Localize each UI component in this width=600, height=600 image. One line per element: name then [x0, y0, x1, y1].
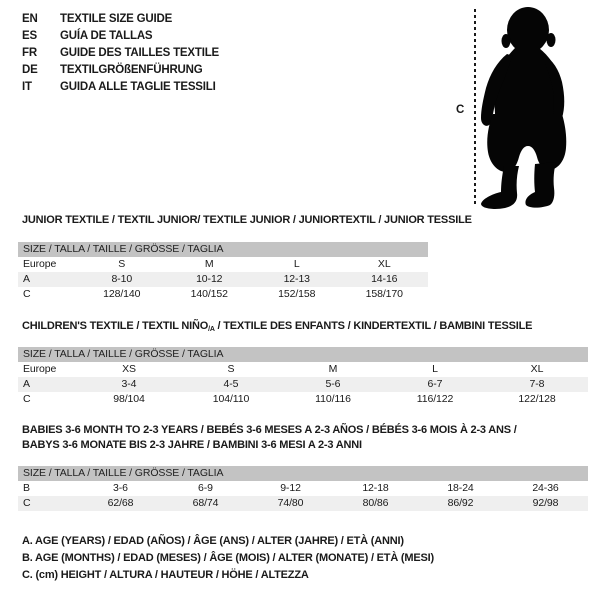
table-cell: 7-8	[529, 378, 545, 390]
row-label: A	[23, 273, 30, 285]
language-row-it	[22, 79, 219, 96]
table-cell: 74/80	[277, 497, 304, 509]
height-label-c: C	[456, 104, 465, 116]
language-code: DE	[22, 64, 38, 76]
table-cell: 3-4	[121, 378, 137, 390]
language-row-en	[22, 11, 219, 28]
table-cell: 8-10	[111, 273, 133, 285]
size-header-bar: SIZE / TALLA / TAILLE / GRÖSSE / TAGLIA	[18, 347, 588, 362]
language-code: EN	[22, 13, 38, 25]
table-cell: 122/128	[518, 393, 556, 405]
table-cell: 14-16	[371, 273, 398, 285]
table-cell: 86/92	[447, 497, 474, 509]
table-row	[18, 496, 588, 511]
table-cell: 6-9	[198, 482, 213, 494]
language-code: ES	[22, 30, 37, 42]
table-cell: 18-24	[447, 482, 474, 494]
language-title: TEXTILGRÖßENFÜHRUNG	[60, 64, 203, 76]
table-cell: 140/152	[190, 288, 228, 300]
table-row	[18, 377, 588, 392]
language-row-de	[22, 62, 219, 79]
table-cell: 24-36	[532, 482, 559, 494]
table-cell: 62/68	[107, 497, 134, 509]
size-header-bar: SIZE / TALLA / TAILLE / GRÖSSE / TAGLIA	[18, 466, 588, 481]
table-cell: S	[227, 363, 235, 375]
table-row	[18, 392, 588, 407]
table-cell: XL	[530, 363, 544, 375]
table-cell: 68/74	[192, 497, 219, 509]
children-section-title	[22, 319, 532, 337]
babies-title-line2: BABYS 3-6 MONATE BIS 2-3 JAHRE / BAMBINI 3-6 MESI A 2-3 ANNI	[22, 439, 362, 451]
table-cell: L	[293, 258, 300, 270]
table-cell: XS	[122, 363, 136, 375]
size-header-bar: SIZE / TALLA / TAILLE / GRÖSSE / TAGLIA	[18, 242, 428, 257]
table-cell: 98/104	[113, 393, 145, 405]
table-row	[18, 481, 588, 496]
table-cell: 104/110	[212, 393, 250, 405]
language-title: GUIDE DES TAILLES TEXTILE	[60, 47, 219, 59]
table-cell: 9-12	[280, 482, 301, 494]
footnote-c: C. (cm) HEIGHT / ALTURA / HAUTEUR / HÖHE / ALTEZZA	[22, 569, 309, 581]
footnote-list	[22, 533, 434, 584]
row-label: A	[23, 378, 30, 390]
row-label: B	[23, 482, 30, 494]
table-cell: 5-6	[325, 378, 341, 390]
children-title-post: / TEXTILE DES ENFANTS / KINDERTEXTIL / BAMBINI TESSILE	[214, 320, 533, 332]
language-code: FR	[22, 47, 37, 59]
table-cell: 10-12	[196, 273, 223, 285]
language-row-es	[22, 28, 219, 45]
table-row	[18, 362, 588, 377]
footnote-a: A. AGE (YEARS) / EDAD (AÑOS) / ÂGE (ANS) / ALTER (JAHRE) / ETÀ (ANNI)	[22, 535, 404, 547]
language-title: GUIDA ALLE TAGLIE TESSILI	[60, 81, 216, 93]
language-row-fr	[22, 45, 219, 62]
table-cell: 3-6	[113, 482, 128, 494]
language-code: IT	[22, 81, 32, 93]
table-row	[18, 287, 428, 302]
babies-title-line1: BABIES 3-6 MONTH TO 2-3 YEARS / BEBÉS 3-6 MESES A 2-3 AÑOS / BÉBÉS 3-6 MOIS À 2-3 ANS /	[22, 424, 517, 436]
babies-size-table	[18, 466, 588, 511]
babies-section-title	[22, 423, 517, 453]
footnote-b: B. AGE (MONTHS) / EDAD (MESES) / ÂGE (MOIS) / ALTER (MONATE) / ETÀ (MESI)	[22, 552, 434, 564]
row-label: C	[23, 288, 31, 300]
table-cell: 158/170	[365, 288, 403, 300]
junior-size-table	[18, 242, 428, 302]
toddler-silhouette	[473, 4, 573, 212]
language-title: TEXTILE SIZE GUIDE	[60, 13, 173, 25]
table-cell: 152/158	[278, 288, 316, 300]
table-cell: 92/98	[532, 497, 559, 509]
table-row	[18, 257, 428, 272]
table-cell: XL	[377, 258, 391, 270]
row-label: Europe	[23, 258, 57, 270]
language-title-list	[22, 11, 219, 96]
table-row	[18, 272, 428, 287]
row-label: C	[23, 393, 31, 405]
table-cell: 128/140	[103, 288, 141, 300]
children-title-pre: CHILDREN'S TEXTILE / TEXTIL NIÑO	[22, 320, 209, 332]
table-cell: M	[328, 363, 338, 375]
table-cell: 6-7	[427, 378, 443, 390]
table-cell: 4-5	[223, 378, 239, 390]
row-label: Europe	[23, 363, 57, 375]
children-size-table	[18, 347, 588, 407]
table-cell: 12-18	[362, 482, 389, 494]
table-cell: S	[118, 258, 126, 270]
language-title: GUÍA DE TALLAS	[60, 30, 153, 42]
junior-section-title: JUNIOR TEXTILE / TEXTIL JUNIOR/ TEXTILE JUNIOR / JUNIORTEXTIL / JUNIOR TESSILE	[22, 214, 472, 226]
row-label: C	[23, 497, 31, 509]
table-cell: 110/116	[315, 393, 351, 405]
table-cell: 12-13	[283, 273, 310, 285]
table-cell: 80/86	[362, 497, 389, 509]
table-cell: 116/122	[416, 393, 454, 405]
table-cell: L	[432, 363, 438, 375]
table-cell: M	[204, 258, 214, 270]
children-title-subscript: /A	[208, 326, 215, 333]
